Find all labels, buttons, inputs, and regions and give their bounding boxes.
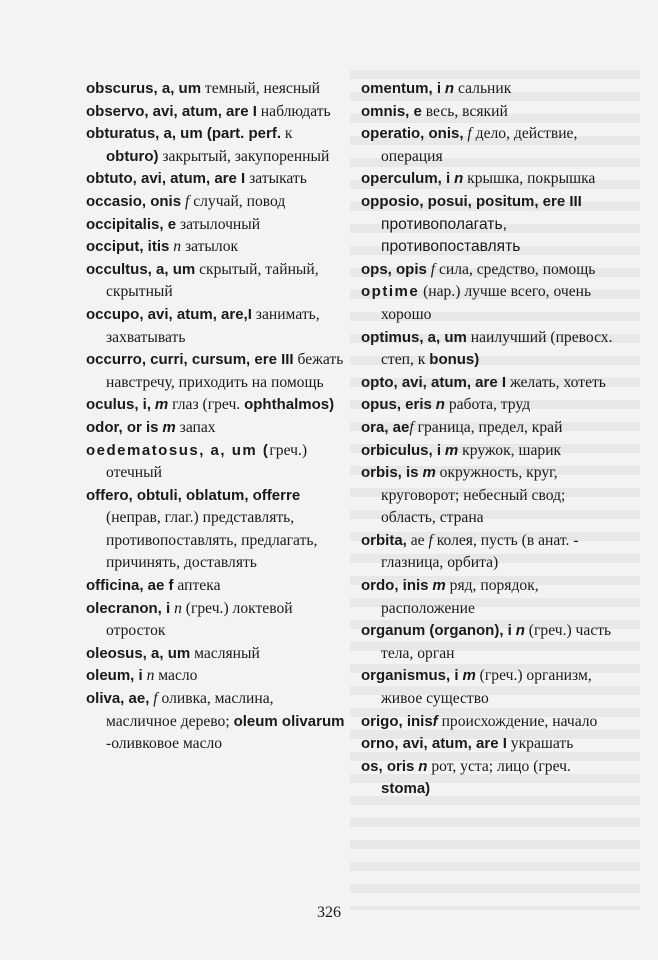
entry: oculus, i, m глаз (греч. ophthalmos) — [86, 396, 335, 414]
entry: offero, obtuli, oblatum, offerre (неправ, глаг.) представлять, противопоставлять, предлагать, причинять, доставлять — [86, 486, 318, 572]
left-column — [86, 78, 348, 756]
entry: opposio, posui, positum, ere III противополагать, противопоставлять — [361, 192, 582, 256]
entry: oliva, ae, f оливка, маслина, масличное дерево; oleum olivarum -оливковое масло — [86, 690, 345, 753]
entry: orbita, ae f колея, пусть (в анат. - глазница, орбита) — [361, 531, 579, 572]
entry: orno, avi, atum, are I украшать — [361, 735, 574, 753]
entry: occupo, avi, atum, are,I занимать, захватывать — [86, 305, 320, 346]
entry: optimus, a, um наилучший (превосх. степ, к bonus) — [361, 328, 613, 369]
entry: organismus, i m (греч.) организм, живое существо — [361, 667, 592, 708]
entry: ops, opis f сила, средство, помощь — [361, 260, 596, 278]
entry: ora, aef граница, предел, край — [361, 418, 563, 436]
entry: occipitalis, e затылочный — [86, 215, 261, 233]
entry: omentum, i n сальник — [361, 80, 512, 97]
page-number: 326 — [317, 904, 341, 921]
entry: organum (organon), i n (греч.) часть тела, орган — [361, 622, 612, 662]
entry: observo, avi, atum, are I наблюдать — [86, 102, 331, 120]
entry: orbis, is m окружность, круг, круговорот; небесный свод; область, страна — [361, 464, 566, 527]
entry: obturatus, a, um (part. perf. к obturo) закрытый, закупоренный — [86, 125, 330, 165]
entry: officina, ae f аптека — [86, 577, 221, 595]
entry: operculum, i n крышка, покрышка — [361, 170, 596, 188]
entry: oedematosus, a, um (греч.) отечный — [86, 441, 308, 482]
entry: odor, or is m запах — [86, 418, 216, 436]
entry: olecranon, i n (греч.) локтевой отросток — [86, 599, 293, 640]
entry: oleosus, a, um масляный — [86, 644, 260, 662]
entry: optime (нар.) лучше всего, очень хорошо — [361, 283, 592, 323]
entry: origo, inisf происхождение, начало — [361, 712, 598, 730]
entry: occiput, itis n затылок — [86, 238, 239, 256]
right-column — [361, 78, 623, 801]
entry: opto, avi, atum, are I желать, хотеть — [361, 373, 606, 391]
entry: operatio, onis, f дело, действие, операция — [361, 125, 578, 165]
entry: opus, eris n работа, труд — [361, 396, 531, 414]
entry: os, oris n рот, уста; лицо (греч. stoma) — [361, 757, 571, 798]
entry: orbiculus, i m кружок, шарик — [361, 441, 562, 459]
entry: ordo, inis m ряд, порядок, расположение — [361, 577, 539, 617]
entry: omnis, e весь, всякий — [361, 102, 508, 120]
entry: oleum, i n масло — [86, 667, 198, 685]
entry: occurro, curri, cursum, ere III бежать навстречу, приходить на помощь — [86, 351, 344, 391]
entry: occultus, a, um скрытый, тайный, скрытный — [86, 260, 319, 301]
entry: obtuto, avi, atum, are I затыкать — [86, 170, 307, 188]
entry: occasio, onis f случай, повод — [86, 192, 286, 210]
entry: obscurus, a, um темный, неясный — [86, 80, 321, 97]
